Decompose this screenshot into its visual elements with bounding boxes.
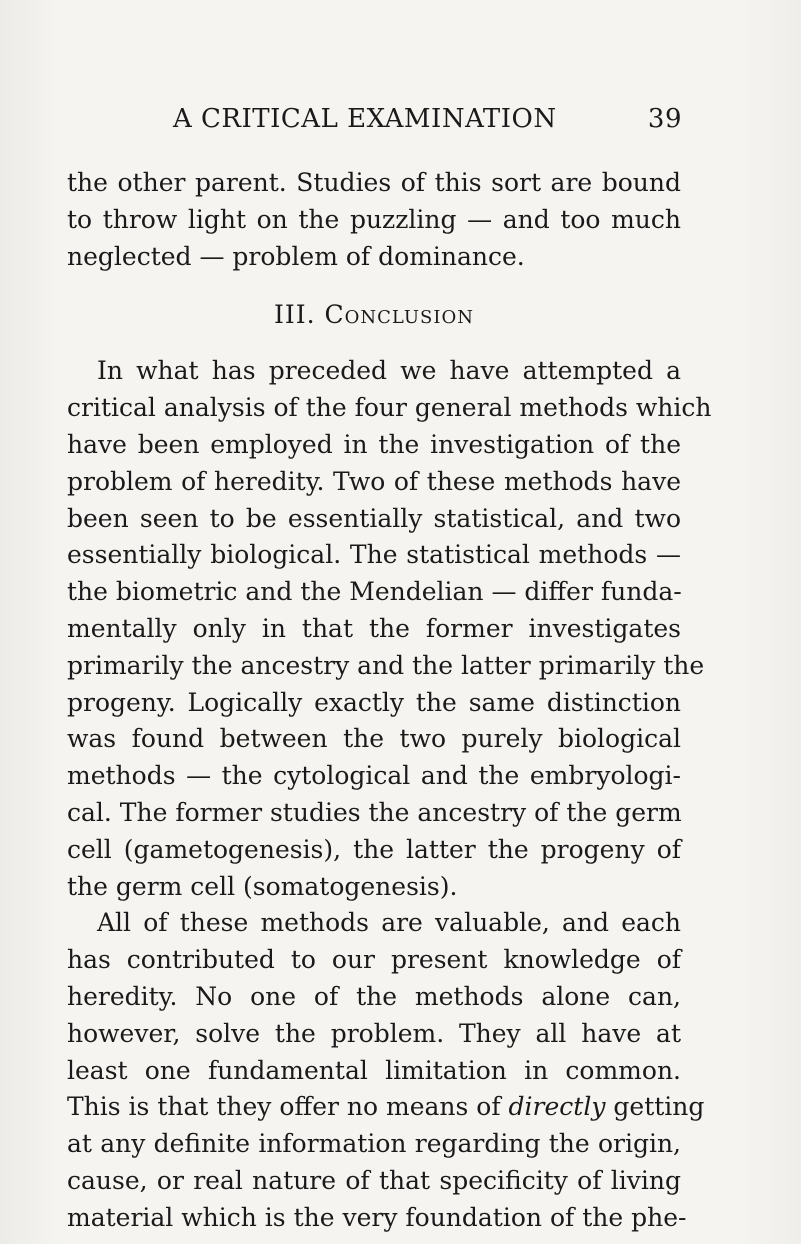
text-line: cal. The former studies the ancestry of the germ [67,797,682,827]
text-line: All of these methods are valuable, and each [97,908,681,938]
text-line: been seen to be essentially statistical, and two [67,503,681,533]
text-line: cell (gametogenesis), the latter the progeny of [67,834,681,864]
running-head [173,104,682,140]
text-line: was found between the two purely biological [67,724,681,754]
page-number: 39 [647,104,682,134]
text-line: essentially biological. The statistical methods — [67,540,681,570]
text-line: least one fundamental limitation in common. [67,1055,681,1085]
text-line: neglected — problem of dominance. [67,241,525,271]
text-run: This is that they offer no means of [67,1092,509,1122]
body-text [67,165,712,1237]
text-line: progeny. Logically exactly the same distinction [67,687,681,717]
text-line: cause, or real nature of that specificity of living [67,1165,681,1195]
text-line: at any definite information regarding the origin, [67,1129,681,1159]
section-numeral: III. [273,300,316,330]
text-line: mentally only in that the former investigates [67,613,681,643]
text-line: methods — the cytological and the embryologi- [67,761,681,791]
running-head-title: A CRITICAL EXAMINATION [173,104,557,134]
text-line: has contributed to our present knowledge of [67,945,681,975]
text-line-with-emphasis [67,1089,705,1126]
text-line: In what has preceded we have attempted a [97,356,681,386]
text-run: getting [605,1092,705,1122]
text-line: critical analysis of the four general methods which [67,393,712,423]
text-line: to throw light on the puzzling — and too much [67,204,681,234]
text-line: primarily the ancestry and the latter primarily the [67,650,705,680]
text-line: material which is the very foundation of the phe- [67,1202,687,1232]
text-line: problem of heredity. Two of these methods have [67,466,681,496]
text-line: the germ cell (somatogenesis). [67,871,458,901]
text-line: heredity. No one of the methods alone can, [67,981,681,1011]
section-heading [67,275,681,353]
section-title: Conclusion [324,300,475,330]
text-line: however, solve the problem. They all have at [67,1018,681,1048]
text-line: the other parent. Studies of this sort are bound [67,168,681,197]
emphasized-word: directly [508,1092,606,1122]
text-line: the biometric and the Mendelian — differ funda- [67,577,682,607]
text-line: have been employed in the investigation of the [67,429,681,459]
